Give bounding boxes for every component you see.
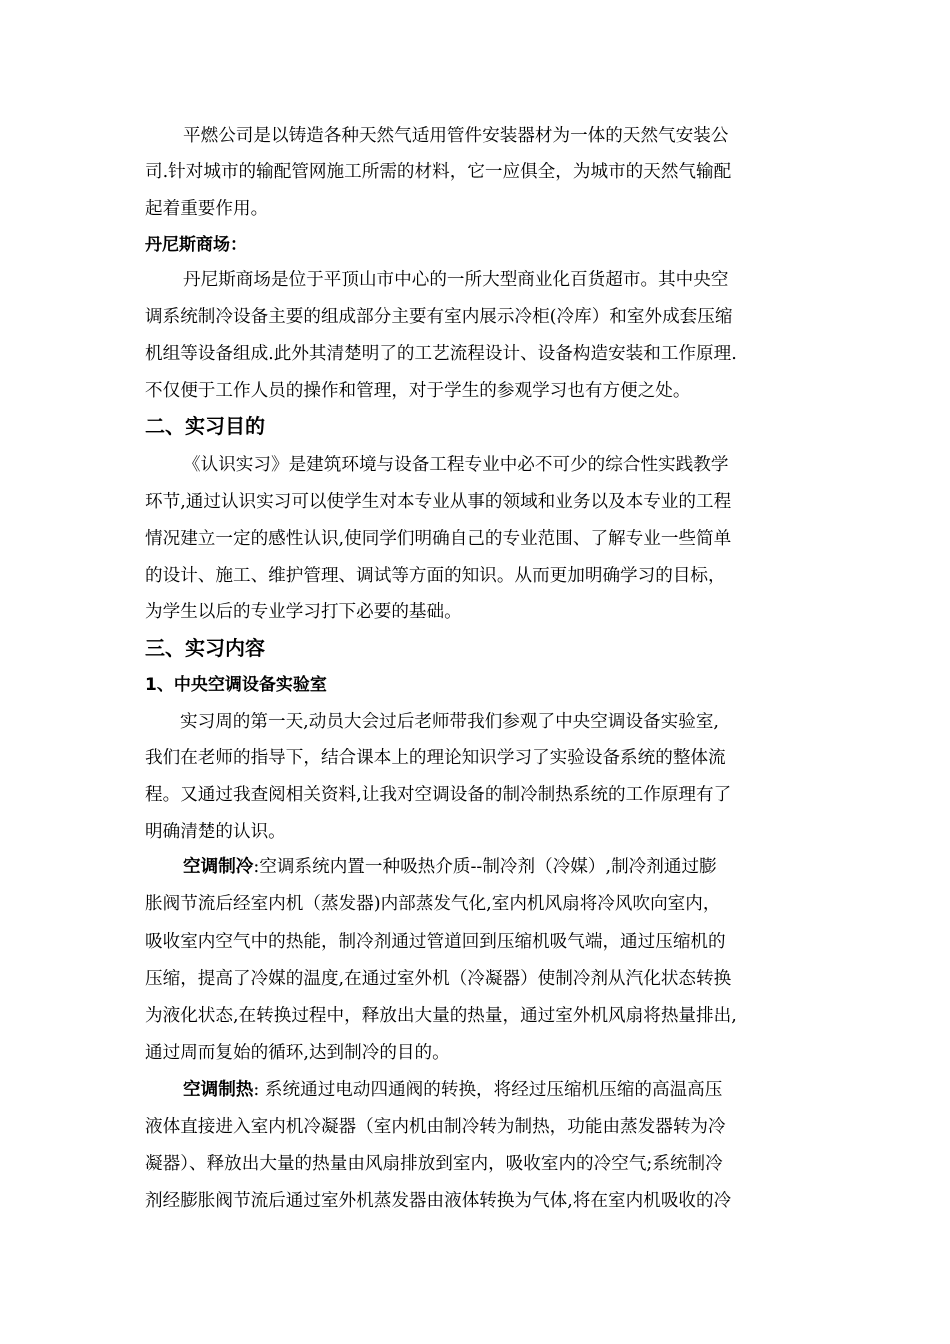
- paragraph-line: [183, 1078, 722, 1102]
- paragraph-line: 情况建立一定的感性认识,使同学们明确自己的专业范围、了解专业一些简单: [145, 529, 732, 549]
- subsection-heading: 丹尼斯商场：: [145, 235, 247, 255]
- paragraph-line: 调系统制冷设备主要的组成部分主要有室内展示冷柜(冷库）和室外成套压缩: [145, 307, 733, 327]
- paragraph-line: 明确清楚的认识。: [145, 822, 286, 842]
- paragraph-line: 《认识实习》是建筑环境与设备工程专业中必不可少的综合性实践教学: [183, 455, 729, 475]
- subsection-heading: 1、中央空调设备实验室: [145, 675, 327, 695]
- paragraph-line: 程。又通过我查阅相关资料,让我对空调设备的制冷制热系统的工作原理有了: [145, 785, 732, 805]
- paragraph-line: 剂经膨胀阀节流后通过室外机蒸发器由液体转换为气体,将在室内机吸收的冷: [145, 1191, 732, 1211]
- paragraph-line: 胀阀节流后经室内机（蒸发器)内部蒸发气化,室内机风扇将冷风吹向室内，: [145, 894, 721, 914]
- paragraph-line: 机组等设备组成.此外其清楚明了的工艺流程设计、设备构造安装和工作原理.: [145, 344, 737, 364]
- paragraph-line: 为学生以后的专业学习打下必要的基础。: [145, 602, 462, 622]
- paragraph-line: 凝器）、释放出大量的热量由风扇排放到室内，吸收室内的冷空气;系统制冷: [145, 1154, 723, 1174]
- paragraph-line: 为液化状态,在转换过程中，释放出大量的热量，通过室外机风扇将热量排出,: [145, 1006, 737, 1026]
- paragraph-line: 的设计、施工、维护管理、调试等方面的知识。从而更加明确学习的目标，: [145, 566, 726, 586]
- paragraph-line: 压缩，提高了冷媒的温度,在通过室外机（冷凝器）使制冷剂从汽化状态转换: [145, 969, 732, 989]
- paragraph-line: 平燃公司是以铸造各种天然气适用管件安装器材为一体的天然气安装公: [183, 126, 729, 146]
- paragraph-line: 液体直接进入室内机冷凝器（室内机由制冷转为制热，功能由蒸发器转为冷: [145, 1117, 726, 1137]
- cooling-label: 空调制冷: [183, 856, 254, 877]
- cooling-first-line: :空调系统内置一种吸热介质--制冷剂（冷媒）,制冷剂通过膨: [253, 857, 717, 877]
- paragraph-line: 通过周而复始的循环,达到制冷的目的。: [145, 1043, 450, 1063]
- paragraph-line: 我们在老师的指导下，结合课本上的理论知识学习了实验设备系统的整体流: [145, 748, 726, 768]
- paragraph-line: 不仅便于工作人员的操作和管理，对于学生的参观学习也有方便之处。: [145, 381, 691, 401]
- paragraph-line: [183, 855, 717, 879]
- section-heading: 二、实习目的: [145, 414, 265, 438]
- paragraph-line: 吸收室内空气中的热能，制冷剂通过管道回到压缩机吸气端，通过压缩机的: [145, 932, 726, 952]
- heating-label: 空调制热: [183, 1079, 254, 1100]
- paragraph-line: 环节,通过认识实习可以使学生对本专业从事的领域和业务以及本专业的工程: [145, 492, 732, 512]
- paragraph-line: 丹尼斯商场是位于平顶山市中心的一所大型商业化百货超市。其中央空: [183, 270, 729, 290]
- paragraph-line: 司.针对城市的输配管网施工所需的材料，它一应俱全，为城市的天然气输配: [145, 162, 732, 182]
- section-heading: 三、实习内容: [145, 636, 265, 660]
- paragraph-line: 实习周的第一天,动员大会过后老师带我们参观了中央空调设备实验室,: [180, 712, 720, 732]
- paragraph-line: 起着重要作用。: [145, 199, 269, 219]
- heating-first-line: : 系统通过电动四通阀的转换，将经过压缩机压缩的高温高压: [253, 1080, 723, 1100]
